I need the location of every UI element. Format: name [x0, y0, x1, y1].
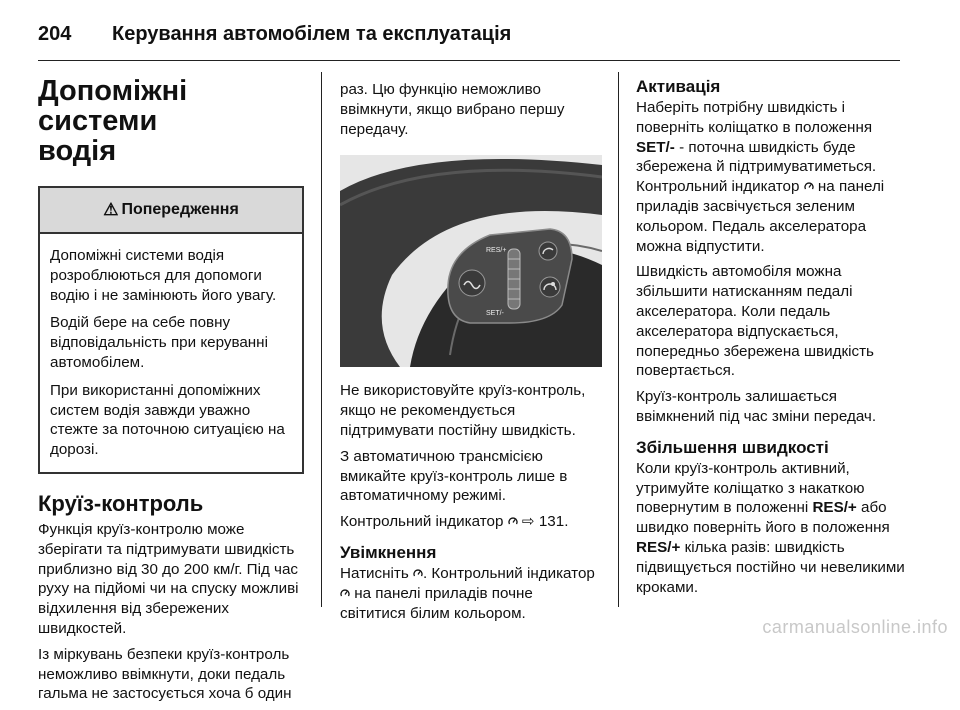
- cruise-control-indicator-icon: [340, 588, 350, 599]
- section-title-cruise-control: Круїз-контроль: [38, 490, 204, 516]
- warning-paragraph: При використанні допоміжних систем водія завжди уважно стежте за поточною ситуацією на дорозі.: [50, 381, 285, 459]
- paragraph: Не використовуйте круїз-контроль, якщо не рекомендується підтримувати постійну швидкість.: [340, 382, 586, 439]
- column-3: [636, 66, 906, 603]
- paragraph: Наберіть потрібну швидкість і поверніть коліщатко в положення SET/- - поточна швидкість буде збережена й підтримуватиметься. Контрольний індикатор на панелі приладів засвічується зеленим кольором. Педаль акселератора можна відпустити.: [636, 99, 885, 255]
- subsection-title-activation-on: Увімкнення: [340, 542, 437, 562]
- warning-paragraph: Водій бере на себе повну відповідальність при керуванні автомобілем.: [50, 314, 268, 371]
- subsection-title-increase-speed: Збільшення швидкості: [636, 437, 829, 457]
- paragraph: Натисніть . Контрольний індикатор на панелі приладів почне світитися білим кольором.: [340, 564, 595, 622]
- paragraph: З автоматичною трансмісією вмикайте круїз-контроль лише в автоматичному режимі.: [340, 447, 568, 505]
- warning-triangle-icon: ⚠: [103, 200, 119, 219]
- warning-heading: ⚠ Попередження: [40, 188, 302, 234]
- paragraph: Швидкість автомобіля можна збільшити натисканням педалі акселератора. Коли педаль акселератора відпускається, попередньо збережена швидкість повертається.: [636, 263, 874, 380]
- paragraph: Круїз-контроль залишається ввімкнений під час зміни передач.: [636, 388, 877, 425]
- reference-arrow-icon: ⇨: [521, 513, 535, 531]
- figure-label-set: SET/-: [486, 310, 504, 318]
- header-rule: [38, 60, 900, 61]
- paragraph: Із міркувань безпеки круїз-контроль неможливо ввімкнути, доки педаль гальма не застосується хоча б один: [38, 645, 292, 703]
- cruise-control-indicator-icon: [804, 181, 814, 192]
- steering-wheel-figure: [340, 155, 602, 367]
- paragraph: Функція круїз-контролю може зберігати та підтримувати швидкість приблизно від 30 до 200 км/г. Під час руху на підйомі чи на спуску можливі відхилення від збережених швидкостей.: [38, 520, 299, 637]
- page-header: [38, 14, 900, 54]
- cruise-control-button-icon: [413, 568, 423, 579]
- column-2: [340, 66, 602, 629]
- subsection-title-activation: Активація: [636, 77, 721, 96]
- warning-box: [38, 186, 304, 474]
- paragraph: Коли круїз-контроль активний, утримуйте коліщатко з накаткою повернутим в положенні RES/+ або швидко поверніть його в положення RES/+ кілька разів: швидкість підвищується постійно чи невеликими кроками.: [636, 459, 905, 596]
- column-divider: [618, 72, 619, 607]
- column-1: [38, 66, 304, 710]
- paragraph: раз. Цю функцію неможливо ввімкнути, якщо вибрано першу передачу.: [340, 81, 565, 138]
- warning-body: [40, 234, 302, 472]
- steering-wheel-cruise-control-illustration: [340, 155, 602, 367]
- warning-paragraph: Допоміжні системи водія розроблюються для допомоги водію і не замінюють його увагу.: [50, 247, 277, 304]
- cruise-control-indicator-icon: [508, 516, 518, 527]
- watermark: carmanualsonline.info: [762, 617, 948, 637]
- column-divider: [321, 72, 322, 607]
- page-number: 204: [38, 22, 72, 45]
- running-title: Керування автомобілем та експлуатація: [112, 22, 512, 45]
- chapter-title: Допоміжні системи водія: [38, 75, 188, 167]
- paragraph-indicator-ref: Контрольний індикатор ⇨ 131.: [340, 513, 569, 531]
- figure-label-res: RES/+: [486, 247, 507, 255]
